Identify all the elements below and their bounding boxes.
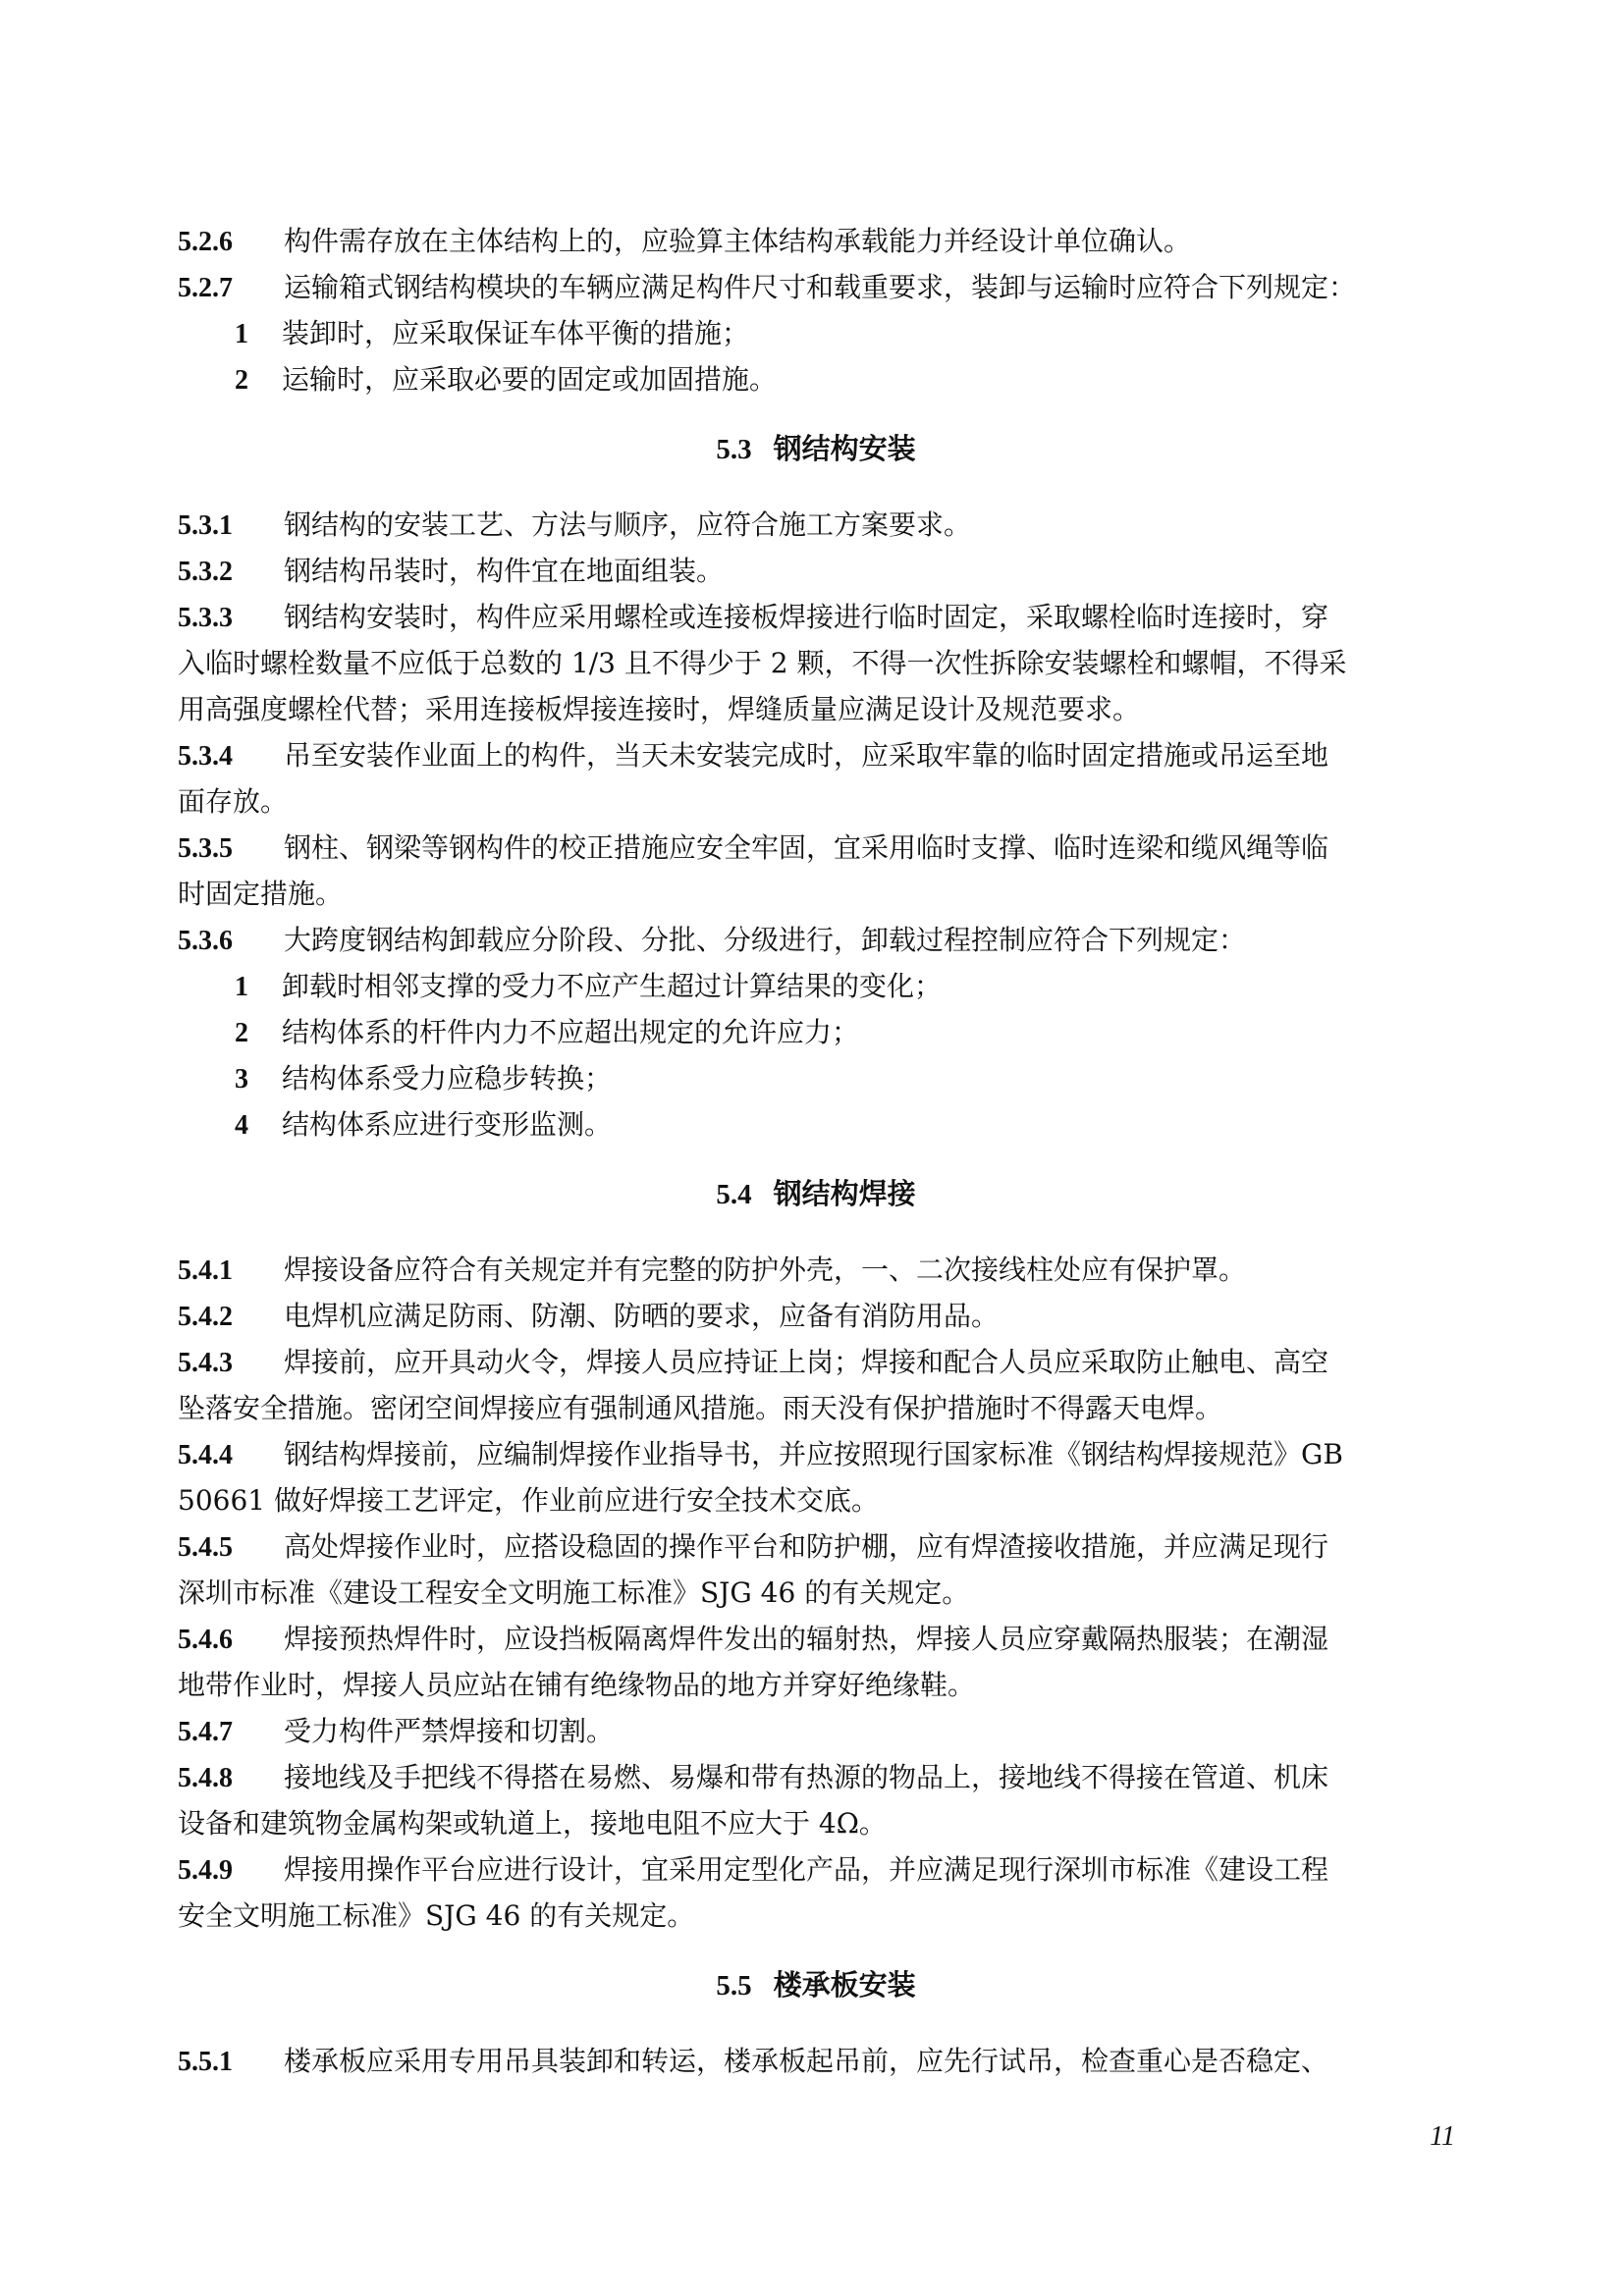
clause-text: 运输箱式钢结构模块的车辆应满足构件尺寸和载重要求，装卸与运输时应符合下列规定： xyxy=(284,271,1357,303)
clause-5-3-3 xyxy=(178,594,1454,732)
page-content xyxy=(178,218,1454,2084)
clause-number: 5.4.1 xyxy=(178,1255,233,1286)
clause-number: 5.5.1 xyxy=(178,2047,233,2077)
clause-group-5-4 xyxy=(178,1247,1454,1939)
clause-group-5-2 xyxy=(178,218,1454,402)
clause-continuation-line: 面存放。 xyxy=(178,785,289,818)
section-heading-5-3 xyxy=(178,426,1454,472)
clause-group-5-5 xyxy=(178,2038,1454,2084)
clause-number: 5.4.4 xyxy=(178,1440,233,1470)
clause-5-4-3 xyxy=(178,1339,1454,1431)
clause-text: 钢结构的安装工艺、方法与顺序，应符合施工方案要求。 xyxy=(284,508,972,541)
clause-number: 5.2.6 xyxy=(178,227,233,257)
clause-continuation-line: 地带作业时，焊接人员应站在铺有绝缘物品的地方并穿好绝缘鞋。 xyxy=(178,1669,976,1701)
section-heading-5-4 xyxy=(178,1171,1454,1217)
clause-5-4-5 xyxy=(178,1523,1454,1616)
clause-number: 5.3.1 xyxy=(178,510,233,541)
clause-continuation-line: 安全文明施工标准》SJG 46 的有关规定。 xyxy=(178,1899,695,1932)
section-title: 钢结构安装 xyxy=(773,432,916,465)
item-number: 4 xyxy=(235,1110,248,1141)
clause-text: 电焊机应满足防雨、防潮、防晒的要求，应备有消防用品。 xyxy=(284,1300,1000,1332)
clause-5-4-7 xyxy=(178,1708,1454,1754)
clause-number: 5.3.6 xyxy=(178,926,233,956)
clause-text: 焊接设备应符合有关规定并有完整的防护外壳，一、二次接线柱处应有保护罩。 xyxy=(284,1254,1247,1286)
clause-first-line xyxy=(178,264,1454,310)
clause-first-line xyxy=(178,1247,1454,1293)
clause-text: 大跨度钢结构卸载应分阶段、分批、分级进行，卸载过程控制应符合下列规定： xyxy=(284,924,1247,956)
clause-5-2-7 xyxy=(178,264,1454,402)
clause-text: 受力构件严禁焊接和切割。 xyxy=(284,1715,615,1747)
clause-5-3-1 xyxy=(178,502,1454,548)
clause-number: 5.4.9 xyxy=(178,1855,233,1886)
clause-text: 钢结构安装时，构件应采用螺栓或连接板焊接进行临时固定，采取螺栓临时连接时，穿 xyxy=(284,601,1329,633)
clause-number: 5.3.2 xyxy=(178,557,233,587)
clause-continuation-line: 坠落安全措施。密闭空间焊接应有强制通风措施。雨天没有保护措施时不得露天电焊。 xyxy=(178,1392,1223,1424)
item-text: 结构体系的杆件内力不应超出规定的允许应力； xyxy=(282,1016,860,1048)
clause-number: 5.2.7 xyxy=(178,273,233,303)
clause-5-5-1 xyxy=(178,2038,1454,2084)
clause-continuation-line: 时固定措施。 xyxy=(178,878,344,910)
clause-5-4-8 xyxy=(178,1754,1454,1846)
item-number: 1 xyxy=(235,972,248,1002)
clause-number: 5.3.4 xyxy=(178,741,233,772)
clause-first-line xyxy=(178,1293,1454,1339)
clause-text: 钢结构吊装时，构件宜在地面组装。 xyxy=(284,555,725,587)
clause-text: 接地线及手把线不得搭在易燃、易爆和带有热源的物品上，接地线不得接在管道、机床 xyxy=(284,1761,1329,1793)
clause-number: 5.3.3 xyxy=(178,603,233,633)
clause-continuation-line: 深圳市标准《建设工程安全文明施工标准》SJG 46 的有关规定。 xyxy=(178,1576,970,1609)
clause-first-line xyxy=(178,548,1454,594)
list-item xyxy=(178,1101,1454,1148)
clause-number: 5.4.3 xyxy=(178,1348,233,1378)
section-heading-5-5 xyxy=(178,1962,1454,2008)
clause-number: 5.3.5 xyxy=(178,833,233,864)
clause-text: 钢柱、钢梁等钢构件的校正措施应安全牢固，宜采用临时支撑、临时连梁和缆风绳等临 xyxy=(284,831,1329,864)
clause-text: 焊接用操作平台应进行设计，宜采用定型化产品，并应满足现行深圳市标准《建设工程 xyxy=(284,1853,1329,1886)
clause-5-4-9 xyxy=(178,1846,1454,1939)
list-item xyxy=(178,1009,1454,1055)
clause-number: 5.4.7 xyxy=(178,1717,233,1747)
clause-number: 5.4.8 xyxy=(178,1763,233,1793)
section-title: 楼承板安装 xyxy=(773,1968,916,2002)
list-item xyxy=(178,963,1454,1009)
clause-first-line xyxy=(178,732,1454,778)
clause-5-2-6 xyxy=(178,218,1454,264)
clause-text: 构件需存放在主体结构上的，应验算主体结构承载能力并经设计单位确认。 xyxy=(284,225,1192,257)
list-item xyxy=(178,356,1454,402)
item-text: 结构体系应进行变形监测。 xyxy=(282,1108,613,1141)
section-title: 钢结构焊接 xyxy=(773,1177,916,1210)
clause-text: 吊至安装作业面上的构件，当天未安装完成时，应采取牢靠的临时固定措施或吊运至地 xyxy=(284,739,1329,772)
clause-text: 楼承板应采用专用吊具装卸和转运，楼承板起吊前，应先行试吊，检查重心是否稳定、 xyxy=(284,2045,1329,2077)
clause-number: 5.4.6 xyxy=(178,1625,233,1655)
clause-continuation-line: 50661 做好焊接工艺评定，作业前应进行安全技术交底。 xyxy=(178,1484,879,1517)
clause-first-line xyxy=(178,917,1454,963)
item-number: 1 xyxy=(235,319,248,349)
clause-first-line xyxy=(178,1846,1454,1893)
section-number: 5.4 xyxy=(716,1179,752,1210)
clause-5-4-2 xyxy=(178,1293,1454,1339)
clause-number: 5.4.2 xyxy=(178,1302,233,1332)
clause-text: 焊接前，应开具动火令，焊接人员应持证上岗；焊接和配合人员应采取防止触电、高空 xyxy=(284,1346,1329,1378)
item-number: 2 xyxy=(235,365,248,396)
clause-first-line xyxy=(178,1754,1454,1800)
clause-first-line xyxy=(178,1339,1454,1385)
clause-first-line xyxy=(178,218,1454,264)
page-number: 11 xyxy=(1430,2121,1455,2152)
item-number: 3 xyxy=(235,1064,248,1095)
clause-5-3-6 xyxy=(178,917,1454,1148)
clause-group-5-3 xyxy=(178,502,1454,1148)
clause-first-line xyxy=(178,1616,1454,1662)
clause-first-line xyxy=(178,2038,1454,2084)
clause-5-3-5 xyxy=(178,825,1454,917)
clause-first-line xyxy=(178,1523,1454,1570)
clause-first-line xyxy=(178,594,1454,640)
list-item xyxy=(178,310,1454,356)
clause-first-line xyxy=(178,1708,1454,1754)
clause-text: 焊接预热焊件时，应设挡板隔离焊件发出的辐射热，焊接人员应穿戴隔热服装；在潮湿 xyxy=(284,1623,1329,1655)
item-text: 装卸时，应采取保证车体平衡的措施； xyxy=(282,317,750,349)
clause-5-4-1 xyxy=(178,1247,1454,1293)
clause-number: 5.4.5 xyxy=(178,1532,233,1563)
item-text: 卸载时相邻支撑的受力不应产生超过计算结果的变化； xyxy=(282,970,943,1002)
clause-text: 钢结构焊接前，应编制焊接作业指导书，并应按照现行国家标准《钢结构焊接规范》GB xyxy=(284,1438,1343,1470)
clause-text: 高处焊接作业时，应搭设稳固的操作平台和防护棚，应有焊渣接收措施，并应满足现行 xyxy=(284,1530,1329,1563)
clause-5-4-4 xyxy=(178,1431,1454,1523)
clause-first-line xyxy=(178,502,1454,548)
section-number: 5.5 xyxy=(716,1970,752,2002)
item-text: 结构体系受力应稳步转换； xyxy=(282,1062,613,1095)
clause-continuation-line: 设备和建筑物金属构架或轨道上，接地电阻不应大于 4Ω。 xyxy=(178,1807,887,1840)
clause-first-line xyxy=(178,1431,1454,1477)
list-item xyxy=(178,1055,1454,1101)
clause-first-line xyxy=(178,825,1454,871)
section-number: 5.3 xyxy=(716,434,752,465)
clause-5-4-6 xyxy=(178,1616,1454,1708)
clause-continuation-line: 入临时螺栓数量不应低于总数的 1/3 且不得少于 2 颗，不得一次性拆除安装螺栓和螺帽，不得采 xyxy=(178,647,1347,679)
clause-5-3-2 xyxy=(178,548,1454,594)
clause-continuation-line: 用高强度螺栓代替；采用连接板焊接连接时，焊缝质量应满足设计及规范要求。 xyxy=(178,693,1141,725)
item-text: 运输时，应采取必要的固定或加固措施。 xyxy=(282,363,778,396)
item-number: 2 xyxy=(235,1018,248,1048)
clause-5-3-4 xyxy=(178,732,1454,825)
